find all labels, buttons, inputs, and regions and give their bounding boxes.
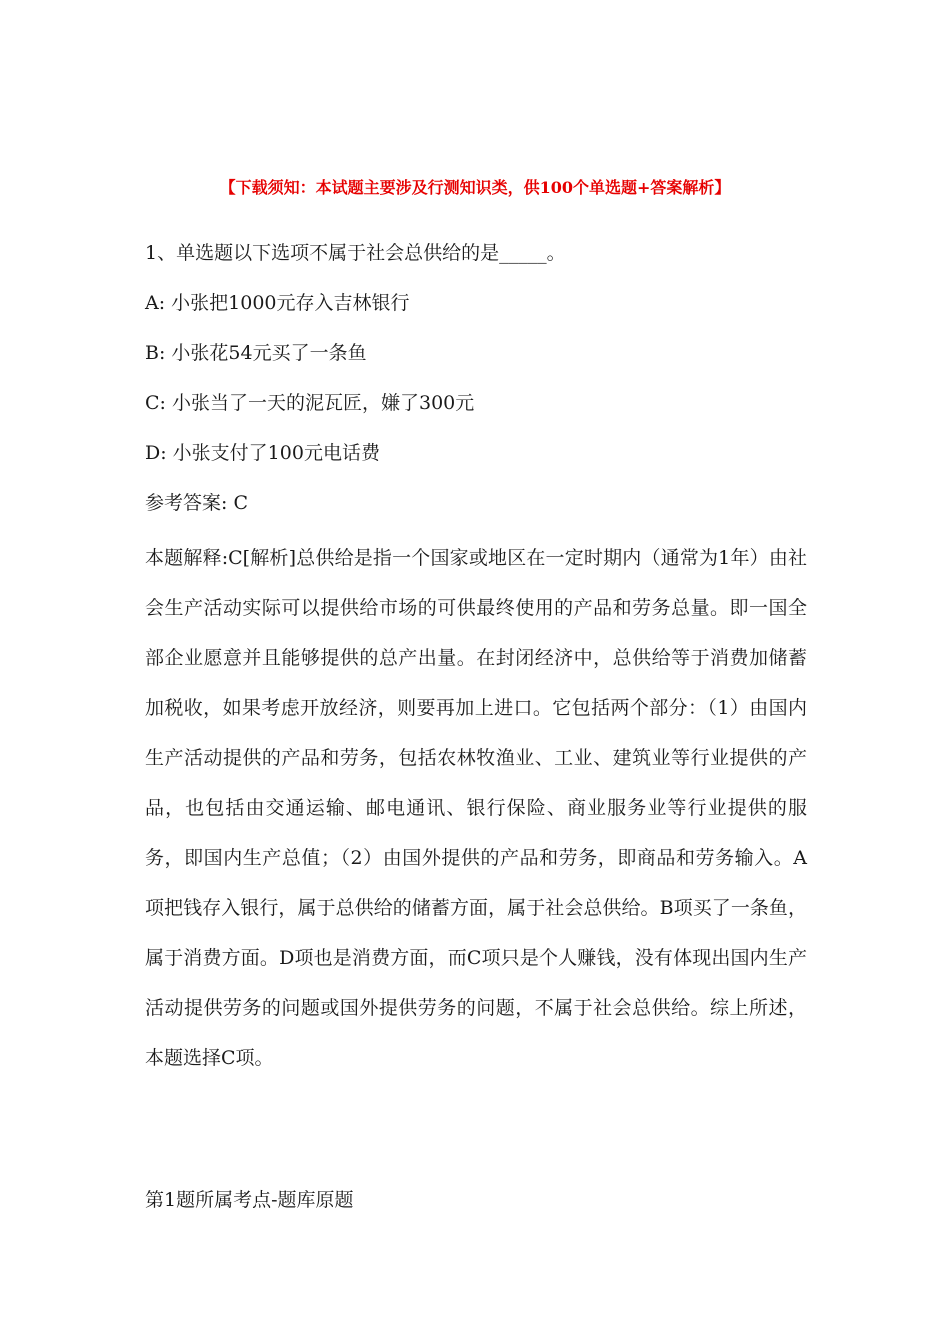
option-b: B: 小张花54元买了一条鱼 (145, 342, 367, 364)
download-notice: 【下载须知：本试题主要涉及行测知识类，供100个单选题+答案解析】 (219, 178, 731, 197)
question-source: 第1题所属考点-题库原题 (145, 1189, 354, 1211)
option-c: C: 小张当了一天的泥瓦匠，嫌了300元 (145, 392, 475, 414)
option-a: A: 小张把1000元存入吉林银行 (145, 292, 410, 314)
reference-answer: 参考答案: C (145, 492, 248, 514)
answer-explanation: 本题解释:C[解析]总供给是指一个国家或地区在一定时期内（通常为1年）由社会生产活动实际可以提供给市场的可供最终使用的产品和劳务总量。即一国全部企业愿意并且能够提供的总产出量。在封闭经济中，总供给等于消费加储蓄加税收，如果考虑开放经济，则要再加上进口。它包括两个部分：（1）由国内生产活动提供的产品和劳务，包括农林牧渔业、工业、建筑业等行业提供的产品，也包括由交通运输、邮电通讯、银行保险、商业服务业等行业提供的服务，即国内生产总值；（2）由国外提供的产品和劳务，即商品和劳务输入。A项把钱存入银行，属于总供给的储蓄方面，属于社会总供给。B项买了一条鱼，属于消费方面。D项也是消费方面，而C项只是个人赚钱，没有体现出国内生产活动提供劳务的问题或国外提供劳务的问题，不属于社会总供给。综上所述，本题选择C项。 (145, 547, 807, 1069)
question-stem: 1、单选题以下选项不属于社会总供给的是_____。 (145, 242, 566, 264)
option-d: D: 小张支付了100元电话费 (145, 442, 380, 464)
